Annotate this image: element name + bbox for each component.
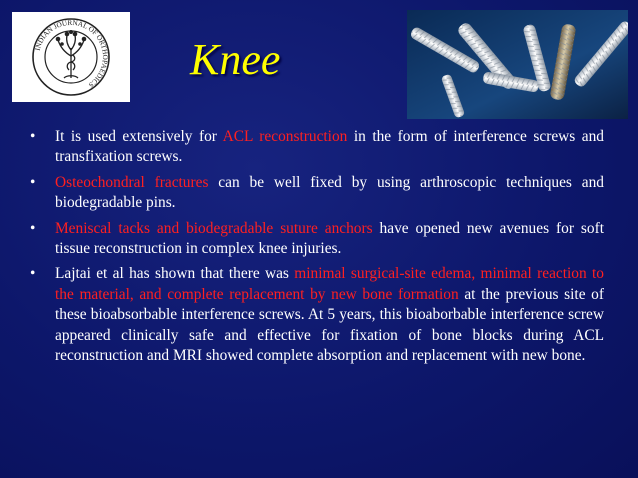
bullet-text: at the previous site of these bioabsorbable interference screws. At 5 years, this bioaborbable interference screw appeared clinically safe and effective for fixation of bone blocks during ACL reconstruction and MRI showed complete absorption and replacement with new bone. — [55, 285, 604, 365]
bullet-item — [30, 264, 604, 366]
bullet-dot-icon: • — [30, 219, 36, 237]
highlighted-text: Osteochondral fractures — [55, 173, 209, 191]
bullet-text: can be well fixed by using arthroscopic techniques and biodegradable pins. — [55, 173, 604, 212]
highlighted-text: Meniscal tacks and biodegradable suture anchors — [55, 219, 373, 237]
bullet-list — [30, 127, 604, 371]
bullet-dot-icon: • — [30, 265, 36, 283]
logo-ring-text: INDIAN JOURNAL OF ORTHOPAEDICS — [33, 18, 110, 89]
bullet-text: Lajtai et al has shown that there was — [55, 265, 295, 283]
journal-logo — [12, 12, 130, 102]
highlighted-text: ACL reconstruction — [222, 128, 348, 145]
bullet-text: have opened new avenues for soft tissue reconstruction in complex knee injuries. — [55, 219, 604, 258]
bullet-item — [30, 127, 604, 168]
bullet-item — [30, 219, 604, 260]
highlighted-text: minimal surgical-site edema, minimal reaction to the material, and complete replacement by new bone formation — [55, 265, 604, 303]
bullet-item — [30, 173, 604, 214]
tree-icon — [58, 35, 84, 78]
bullet-text: It is used extensively for — [55, 128, 223, 145]
bullet-dot-icon: • — [30, 128, 36, 145]
slide-title: Knee — [190, 35, 281, 84]
bullet-text: in the form of interference screws and transfixation screws. — [55, 128, 604, 166]
bioabsorbable-screws-photo — [407, 10, 628, 119]
bullet-dot-icon: • — [30, 173, 36, 191]
